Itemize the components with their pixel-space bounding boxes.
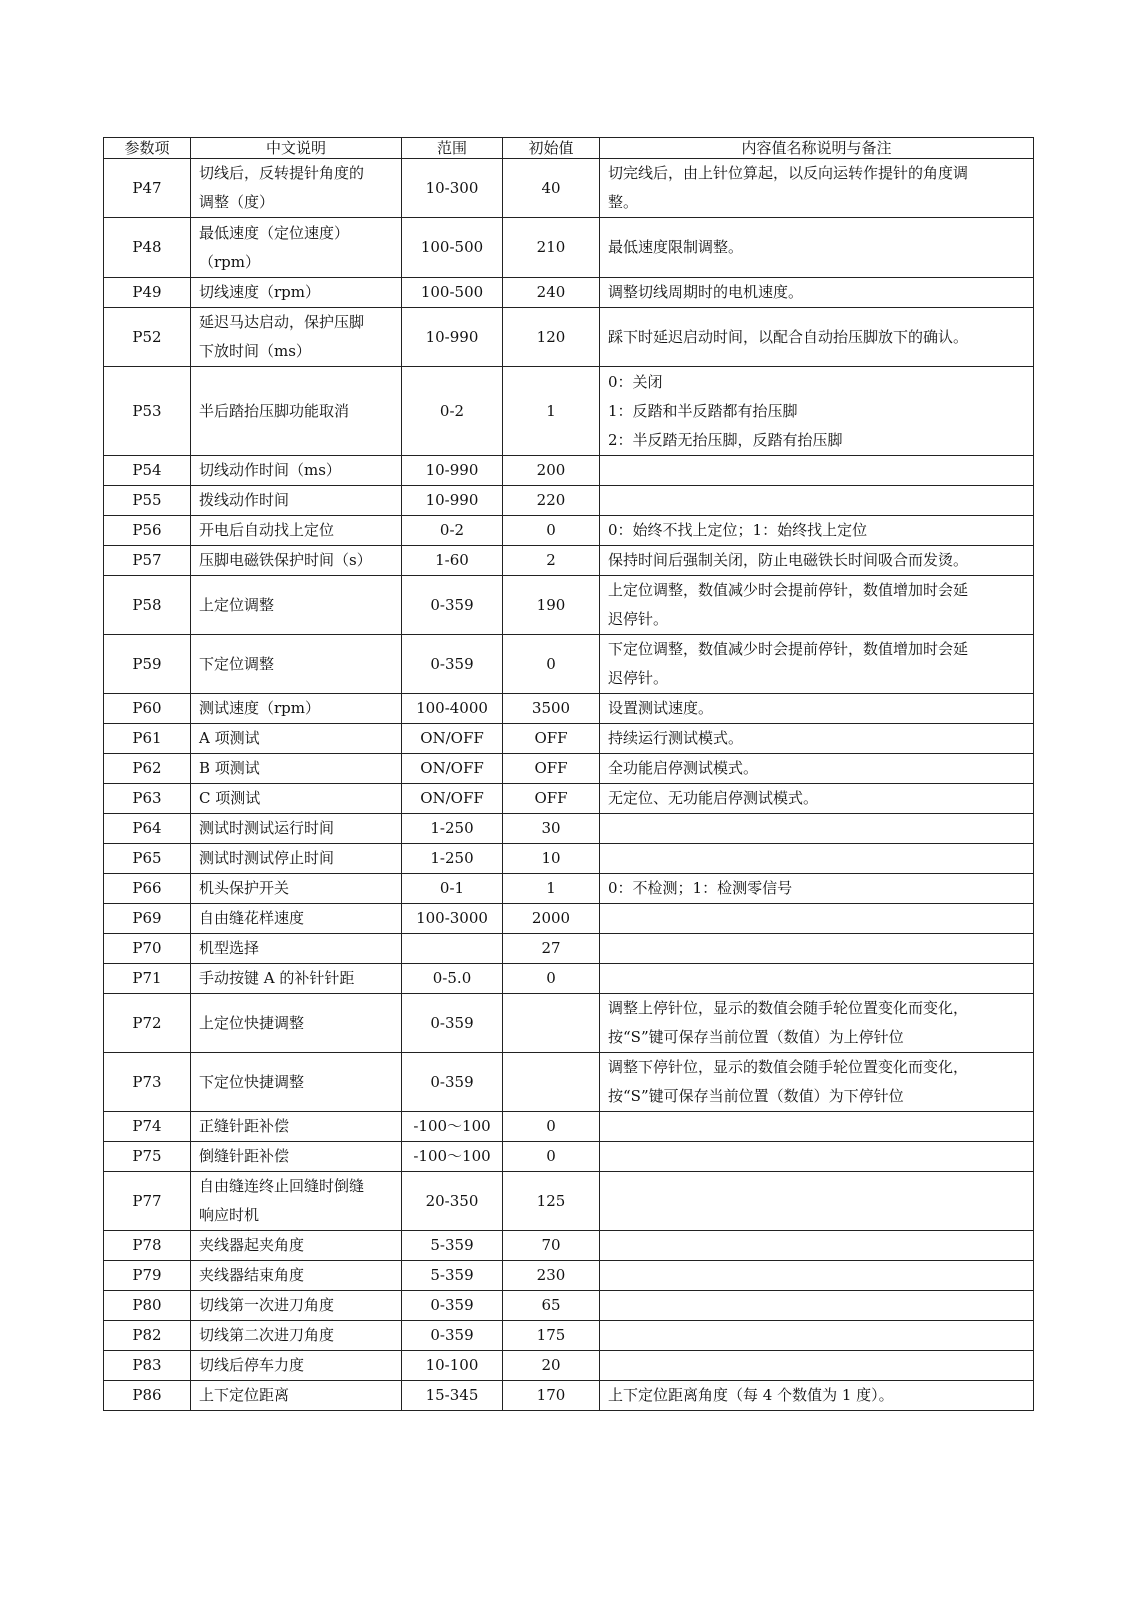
description-line: （rpm） xyxy=(199,252,260,271)
initial-value-cell: 0 xyxy=(503,964,600,994)
note-cell xyxy=(600,1351,1034,1381)
range-cell: -100～100 xyxy=(402,1112,503,1142)
note-cell xyxy=(600,694,1034,724)
note-cell xyxy=(600,367,1034,456)
description-line: 自由缝连终止回缝时倒缝 xyxy=(199,1177,365,1195)
description-cell xyxy=(191,754,402,784)
param-id-cell: P78 xyxy=(104,1231,191,1261)
table-row xyxy=(104,814,1034,844)
param-id-cell: P69 xyxy=(104,904,191,934)
description-line: 倒缝针距补偿 xyxy=(199,1147,290,1165)
table-row xyxy=(104,1172,1034,1231)
description-line: 下定位调整 xyxy=(199,654,275,673)
description-line: 自由缝花样速度 xyxy=(199,909,305,927)
table-row xyxy=(104,218,1034,278)
description-line: C 项测试 xyxy=(199,789,261,807)
initial-value-cell: 70 xyxy=(503,1231,600,1261)
parameter-table xyxy=(103,137,1034,1411)
note-cell xyxy=(600,1112,1034,1142)
description-line: 机型选择 xyxy=(199,939,260,957)
note-cell xyxy=(600,874,1034,904)
description-cell xyxy=(191,1291,402,1321)
initial-value-cell: 10 xyxy=(503,844,600,874)
description-line: 测试时测试停止时间 xyxy=(199,849,335,867)
range-cell: 100-500 xyxy=(402,278,503,308)
description-line: 下定位快捷调整 xyxy=(199,1072,305,1091)
description-line: 响应时机 xyxy=(199,1206,260,1224)
initial-value-cell: 190 xyxy=(503,576,600,635)
param-id-cell: P86 xyxy=(104,1381,191,1411)
table-row xyxy=(104,904,1034,934)
table-row xyxy=(104,367,1034,456)
initial-value-cell: 0 xyxy=(503,516,600,546)
description-line: 测试时测试运行时间 xyxy=(199,819,335,837)
range-cell: 10-990 xyxy=(402,486,503,516)
table-row xyxy=(104,934,1034,964)
table-row xyxy=(104,546,1034,576)
note-cell xyxy=(600,1172,1034,1231)
note-cell xyxy=(600,1321,1034,1351)
range-cell: 5-359 xyxy=(402,1231,503,1261)
table-body xyxy=(104,159,1034,1411)
table-row xyxy=(104,1261,1034,1291)
initial-value-cell: 27 xyxy=(503,934,600,964)
note-cell xyxy=(600,844,1034,874)
param-id-cell: P71 xyxy=(104,964,191,994)
note-cell xyxy=(600,486,1034,516)
note-line: 设置测试速度。 xyxy=(608,699,714,717)
param-id-cell: P59 xyxy=(104,635,191,694)
param-id-cell: P61 xyxy=(104,724,191,754)
table-row xyxy=(104,456,1034,486)
table-row xyxy=(104,1231,1034,1261)
description-cell xyxy=(191,278,402,308)
range-cell: 10-990 xyxy=(402,456,503,486)
initial-value-cell: 240 xyxy=(503,278,600,308)
note-cell xyxy=(600,724,1034,754)
note-line: 上定位调整，数值减少时会提前停针，数值增加时会延 xyxy=(608,581,969,599)
description-line: 最低速度（定位速度） xyxy=(199,223,350,242)
initial-value-cell: OFF xyxy=(503,724,600,754)
initial-value-cell: 210 xyxy=(503,218,600,278)
param-id-cell: P49 xyxy=(104,278,191,308)
note-cell xyxy=(600,308,1034,367)
table-row xyxy=(104,694,1034,724)
range-cell: 100-3000 xyxy=(402,904,503,934)
param-id-cell: P77 xyxy=(104,1172,191,1231)
initial-value-cell xyxy=(503,994,600,1053)
note-line: 无定位、无功能启停测试模式。 xyxy=(608,789,819,807)
initial-value-cell: 200 xyxy=(503,456,600,486)
description-cell xyxy=(191,218,402,278)
note-line: 0：始终不找上定位；1：始终找上定位 xyxy=(608,521,868,539)
description-line: 上下定位距离 xyxy=(199,1386,290,1404)
note-cell xyxy=(600,1261,1034,1291)
range-cell: 100-4000 xyxy=(402,694,503,724)
description-line: 测试速度（rpm） xyxy=(199,699,320,717)
note-cell xyxy=(600,1291,1034,1321)
description-cell xyxy=(191,546,402,576)
table-row xyxy=(104,576,1034,635)
description-line: 切线第一次进刀角度 xyxy=(199,1296,335,1314)
note-cell xyxy=(600,784,1034,814)
note-line: 2：半反踏无抬压脚，反踏有抬压脚 xyxy=(608,430,843,449)
table-row xyxy=(104,1321,1034,1351)
description-line: 夹线器起夹角度 xyxy=(199,1236,305,1254)
description-cell xyxy=(191,1261,402,1291)
table-row xyxy=(104,784,1034,814)
note-line: 保持时间后强制关闭，防止电磁铁长时间吸合而发烫。 xyxy=(608,551,969,569)
description-line: 拨线动作时间 xyxy=(199,491,290,509)
param-id-cell: P75 xyxy=(104,1142,191,1172)
note-cell xyxy=(600,964,1034,994)
table-row xyxy=(104,1142,1034,1172)
initial-value-cell: 2000 xyxy=(503,904,600,934)
note-line: 迟停针。 xyxy=(608,610,669,628)
range-cell: 100-500 xyxy=(402,218,503,278)
description-cell xyxy=(191,694,402,724)
description-line: 下放时间（ms） xyxy=(199,342,311,360)
initial-value-cell: 0 xyxy=(503,635,600,694)
note-cell xyxy=(600,278,1034,308)
header-range: 范围 xyxy=(402,138,503,159)
table-row xyxy=(104,516,1034,546)
description-line: 手动按键 A 的补针针距 xyxy=(199,969,355,987)
range-cell: 10-990 xyxy=(402,308,503,367)
param-id-cell: P55 xyxy=(104,486,191,516)
description-cell xyxy=(191,635,402,694)
param-id-cell: P64 xyxy=(104,814,191,844)
description-cell xyxy=(191,724,402,754)
initial-value-cell: 230 xyxy=(503,1261,600,1291)
param-id-cell: P58 xyxy=(104,576,191,635)
param-id-cell: P80 xyxy=(104,1291,191,1321)
range-cell: 0-359 xyxy=(402,635,503,694)
description-line: B 项测试 xyxy=(199,759,260,777)
initial-value-cell: 0 xyxy=(503,1112,600,1142)
note-line: 下定位调整，数值减少时会提前停针，数值增加时会延 xyxy=(608,640,969,658)
description-line: 正缝针距补偿 xyxy=(199,1117,290,1135)
note-cell xyxy=(600,754,1034,784)
initial-value-cell: 1 xyxy=(503,874,600,904)
range-cell: 0-359 xyxy=(402,994,503,1053)
note-line: 调整下停针位，显示的数值会随手轮位置变化而变化， xyxy=(608,1058,969,1076)
param-id-cell: P83 xyxy=(104,1351,191,1381)
description-cell xyxy=(191,486,402,516)
description-cell xyxy=(191,1142,402,1172)
param-id-cell: P73 xyxy=(104,1053,191,1112)
initial-value-cell: 125 xyxy=(503,1172,600,1231)
note-line: 全功能启停测试模式。 xyxy=(608,759,759,777)
range-cell: 20-350 xyxy=(402,1172,503,1231)
note-line: 迟停针。 xyxy=(608,669,669,687)
range-cell: 10-300 xyxy=(402,159,503,218)
range-cell: 0-2 xyxy=(402,516,503,546)
description-line: 上定位快捷调整 xyxy=(199,1013,305,1032)
table-row xyxy=(104,278,1034,308)
header-param: 参数项 xyxy=(104,138,191,159)
range-cell: ON/OFF xyxy=(402,754,503,784)
initial-value-cell: 120 xyxy=(503,308,600,367)
note-line: 持续运行测试模式。 xyxy=(608,729,744,747)
note-cell xyxy=(600,516,1034,546)
param-id-cell: P82 xyxy=(104,1321,191,1351)
description-line: 切线后停车力度 xyxy=(199,1356,305,1374)
note-cell xyxy=(600,576,1034,635)
param-id-cell: P47 xyxy=(104,159,191,218)
description-cell xyxy=(191,964,402,994)
note-cell xyxy=(600,456,1034,486)
table-row xyxy=(104,1351,1034,1381)
description-cell xyxy=(191,159,402,218)
description-line: 切线后，反转提针角度的 xyxy=(199,164,365,182)
range-cell: 0-2 xyxy=(402,367,503,456)
range-cell: 0-359 xyxy=(402,1053,503,1112)
range-cell: 0-5.0 xyxy=(402,964,503,994)
table-row xyxy=(104,308,1034,367)
initial-value-cell: OFF xyxy=(503,784,600,814)
table-row xyxy=(104,724,1034,754)
description-cell xyxy=(191,1231,402,1261)
range-cell: 0-1 xyxy=(402,874,503,904)
initial-value-cell: 30 xyxy=(503,814,600,844)
param-id-cell: P52 xyxy=(104,308,191,367)
param-id-cell: P66 xyxy=(104,874,191,904)
table-row xyxy=(104,159,1034,218)
description-cell xyxy=(191,844,402,874)
header-desc: 中文说明 xyxy=(191,138,402,159)
description-cell xyxy=(191,1053,402,1112)
table-row xyxy=(104,994,1034,1053)
range-cell xyxy=(402,934,503,964)
description-line: 切线第二次进刀角度 xyxy=(199,1326,335,1344)
param-id-cell: P57 xyxy=(104,546,191,576)
note-line: 按“S”键可保存当前位置（数值）为下停针位 xyxy=(608,1087,904,1105)
note-cell xyxy=(600,994,1034,1053)
note-line: 整。 xyxy=(608,193,639,211)
table-row xyxy=(104,874,1034,904)
param-id-cell: P62 xyxy=(104,754,191,784)
description-line: 开电后自动找上定位 xyxy=(199,521,335,539)
table-row xyxy=(104,635,1034,694)
table-row xyxy=(104,754,1034,784)
param-id-cell: P54 xyxy=(104,456,191,486)
range-cell: 0-359 xyxy=(402,1291,503,1321)
note-cell xyxy=(600,904,1034,934)
description-line: A 项测试 xyxy=(199,729,260,747)
table-row xyxy=(104,1291,1034,1321)
table-row xyxy=(104,1053,1034,1112)
description-line: 延迟马达启动，保护压脚 xyxy=(199,313,365,331)
initial-value-cell: 3500 xyxy=(503,694,600,724)
initial-value-cell: 65 xyxy=(503,1291,600,1321)
note-line: 调整上停针位，显示的数值会随手轮位置变化而变化， xyxy=(608,999,969,1017)
initial-value-cell: OFF xyxy=(503,754,600,784)
param-id-cell: P70 xyxy=(104,934,191,964)
note-cell xyxy=(600,159,1034,218)
note-line: 踩下时延迟启动时间，以配合自动抬压脚放下的确认。 xyxy=(608,327,969,346)
header-note: 内容值名称说明与备注 xyxy=(600,138,1034,159)
param-id-cell: P65 xyxy=(104,844,191,874)
note-line: 0：关闭 xyxy=(608,372,663,391)
initial-value-cell xyxy=(503,1053,600,1112)
table-row xyxy=(104,486,1034,516)
description-cell xyxy=(191,1321,402,1351)
description-line: 调整（度） xyxy=(199,193,275,211)
initial-value-cell: 220 xyxy=(503,486,600,516)
description-cell xyxy=(191,367,402,456)
range-cell: 5-359 xyxy=(402,1261,503,1291)
table-row xyxy=(104,1381,1034,1411)
description-cell xyxy=(191,308,402,367)
description-line: 压脚电磁铁保护时间（s） xyxy=(199,551,372,569)
description-line: 半后踏抬压脚功能取消 xyxy=(199,401,350,420)
initial-value-cell: 40 xyxy=(503,159,600,218)
range-cell: 10-100 xyxy=(402,1351,503,1381)
param-id-cell: P53 xyxy=(104,367,191,456)
note-cell xyxy=(600,814,1034,844)
param-id-cell: P48 xyxy=(104,218,191,278)
description-line: 上定位调整 xyxy=(199,595,275,614)
description-cell xyxy=(191,1381,402,1411)
description-cell xyxy=(191,1112,402,1142)
initial-value-cell: 20 xyxy=(503,1351,600,1381)
table-header-row xyxy=(104,138,1034,159)
note-cell xyxy=(600,635,1034,694)
note-line: 0：不检测；1：检测零信号 xyxy=(608,879,793,897)
description-line: 切线速度（rpm） xyxy=(199,283,320,301)
description-cell xyxy=(191,516,402,546)
note-line: 最低速度限制调整。 xyxy=(608,238,744,256)
description-cell xyxy=(191,456,402,486)
param-id-cell: P79 xyxy=(104,1261,191,1291)
description-line: 夹线器结束角度 xyxy=(199,1266,305,1284)
note-cell xyxy=(600,934,1034,964)
description-cell xyxy=(191,874,402,904)
range-cell: 0-359 xyxy=(402,1321,503,1351)
document-page xyxy=(103,137,1033,1411)
range-cell: 1-60 xyxy=(402,546,503,576)
initial-value-cell: 2 xyxy=(503,546,600,576)
range-cell: -100～100 xyxy=(402,1142,503,1172)
note-line: 调整切线周期时的电机速度。 xyxy=(608,283,804,301)
range-cell: 0-359 xyxy=(402,576,503,635)
table-row xyxy=(104,844,1034,874)
table-row xyxy=(104,964,1034,994)
description-cell xyxy=(191,904,402,934)
param-id-cell: P56 xyxy=(104,516,191,546)
initial-value-cell: 175 xyxy=(503,1321,600,1351)
note-cell xyxy=(600,1142,1034,1172)
note-cell xyxy=(600,1231,1034,1261)
initial-value-cell: 1 xyxy=(503,367,600,456)
table-row xyxy=(104,1112,1034,1142)
description-line: 切线动作时间（ms） xyxy=(199,461,341,479)
param-id-cell: P63 xyxy=(104,784,191,814)
initial-value-cell: 0 xyxy=(503,1142,600,1172)
description-cell xyxy=(191,1172,402,1231)
note-cell xyxy=(600,546,1034,576)
initial-value-cell: 170 xyxy=(503,1381,600,1411)
range-cell: ON/OFF xyxy=(402,724,503,754)
header-initial: 初始值 xyxy=(503,138,600,159)
description-cell xyxy=(191,934,402,964)
param-id-cell: P60 xyxy=(104,694,191,724)
range-cell: ON/OFF xyxy=(402,784,503,814)
param-id-cell: P72 xyxy=(104,994,191,1053)
param-id-cell: P74 xyxy=(104,1112,191,1142)
range-cell: 1-250 xyxy=(402,814,503,844)
description-cell xyxy=(191,814,402,844)
range-cell: 15-345 xyxy=(402,1381,503,1411)
description-line: 机头保护开关 xyxy=(199,879,290,897)
description-cell xyxy=(191,1351,402,1381)
note-line: 上下定位距离角度（每 4 个数值为 1 度）。 xyxy=(608,1386,894,1404)
range-cell: 1-250 xyxy=(402,844,503,874)
description-cell xyxy=(191,576,402,635)
note-line: 按“S”键可保存当前位置（数值）为上停针位 xyxy=(608,1028,904,1046)
description-cell xyxy=(191,784,402,814)
note-cell xyxy=(600,218,1034,278)
note-line: 切完线后，由上针位算起，以反向运转作提针的角度调 xyxy=(608,164,969,182)
note-line: 1：反踏和半反踏都有抬压脚 xyxy=(608,401,798,420)
description-cell xyxy=(191,994,402,1053)
note-cell xyxy=(600,1053,1034,1112)
note-cell xyxy=(600,1381,1034,1411)
